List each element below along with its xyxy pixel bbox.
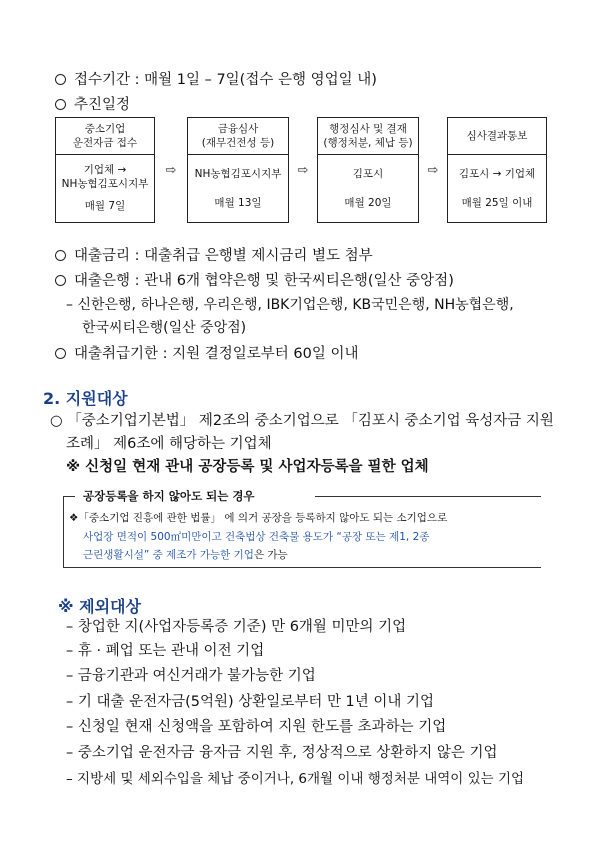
flow-step-1: [55, 117, 155, 223]
loan-deadline: 대출취급기한 : 지원 결정일로부터 60일 이내: [55, 344, 359, 364]
flow-step-date: 매월 20일: [344, 196, 392, 209]
flow-step-actor: 김포시: [352, 167, 384, 180]
exclusion-item: – 창업한 지(사업자등록증 기준) 만 6개월 미만의 기업: [66, 619, 407, 635]
flow-step-actor: 김포시 → 기업체: [458, 167, 536, 180]
support-target-desc: ○ 「중소기업기본법」 제2조의 중소기업으로 「김포시 중소기업 육성자금 지원: [50, 413, 554, 429]
required-registration-note: ※ 신청일 현재 관내 공장등록 및 사업자등록을 필한 업체: [66, 459, 429, 475]
exclusion-item: – 중소기업 운전자금 융자금 지원 후, 정상적으로 상환하지 않은 기업: [66, 745, 498, 761]
loan-rate: 대출금리 : 대출취급 은행별 제시금리 별도 첨부: [55, 246, 373, 266]
section-title-support-target: 2. 지원대상: [43, 389, 128, 408]
loan-banks: 대출은행 : 관내 6개 협약은행 및 한국씨티은행(일산 중앙점): [55, 271, 454, 291]
exclusion-item: – 휴 · 폐업 또는 관내 이전 기업: [66, 643, 265, 659]
process-flow: [55, 117, 547, 223]
flow-step-2: [187, 117, 289, 223]
schedule-label: 추진일정: [55, 95, 130, 115]
circle-bullet-icon: [55, 74, 66, 85]
flow-step-head: 행정심사 및 결재 (행정처분, 체납 등): [318, 118, 418, 155]
exclusion-item: – 지방세 및 세외수입을 체납 중이거나, 6개월 이내 행정처분 내역이 있는 기업: [66, 771, 525, 787]
flow-step-head: 중소기업 운전자금 접수: [56, 118, 154, 155]
exception-note-line-3: 근린생활시설” 중 제조가 가능한 기업은 가능: [83, 549, 288, 561]
flow-step-date: 매월 7일: [84, 200, 126, 212]
circle-bullet-icon: [55, 250, 66, 261]
exclusion-item: – 금융기관과 여신거래가 불가능한 기업: [66, 668, 316, 684]
support-target-desc-cont: 조례」 제6조에 해당하는 기업체: [66, 436, 272, 452]
circle-bullet-icon: [55, 348, 66, 359]
circle-bullet-icon: [55, 275, 66, 286]
loan-banks-list: – 신한은행, 하나은행, 우리은행, IBK기업은행, KB국민은행, NH농협은행,: [66, 297, 514, 313]
flow-step-date: 매월 25일 이내: [461, 196, 533, 209]
flow-step-3: [317, 117, 419, 223]
exception-note-box: [63, 488, 541, 568]
exclusion-item: – 신청일 현재 신청액을 포함하여 지원 한도를 초과하는 기업: [66, 719, 447, 735]
circle-bullet-icon: [55, 99, 66, 110]
flow-step-actor: NH농협김포시지부: [194, 167, 282, 180]
flow-step-head: 금융심사 (재무건전성 등): [188, 118, 288, 155]
application-period: 접수기간 : 매월 1일 – 7일(접수 은행 영업일 내): [55, 70, 377, 90]
flow-arrow-icon: ⇨: [297, 162, 309, 178]
section-title-exclusion: ※ 제외대상: [58, 597, 141, 616]
flow-step-actor: 기업체 → NH농협김포시지부: [61, 164, 149, 190]
flow-arrow-icon: ⇨: [165, 162, 177, 178]
flow-step-date: 매월 13일: [214, 196, 262, 209]
flow-arrow-icon: ⇨: [427, 162, 439, 178]
flow-step-4: [447, 117, 547, 223]
loan-banks-list-cont: 한국씨티은행(일산 중앙점): [82, 320, 247, 336]
exclusion-item: – 기 대출 운전자금(5억원) 상환일로부터 만 1년 이내 기업: [66, 694, 435, 710]
exception-note-line-2: 사업장 면적이 500㎡미만이고 건축법상 건축물 용도가 “공장 또는 제1, 2종: [83, 531, 430, 543]
flow-step-head: 심사결과통보: [448, 118, 546, 155]
exception-note-line-1: ❖「중소기업 진흥에 관한 법률」 에 의거 공장을 등록하지 않아도 되는 소기업으로: [69, 512, 448, 524]
exception-note-title: 공장등록을 하지 않아도 되는 경우: [83, 489, 255, 503]
